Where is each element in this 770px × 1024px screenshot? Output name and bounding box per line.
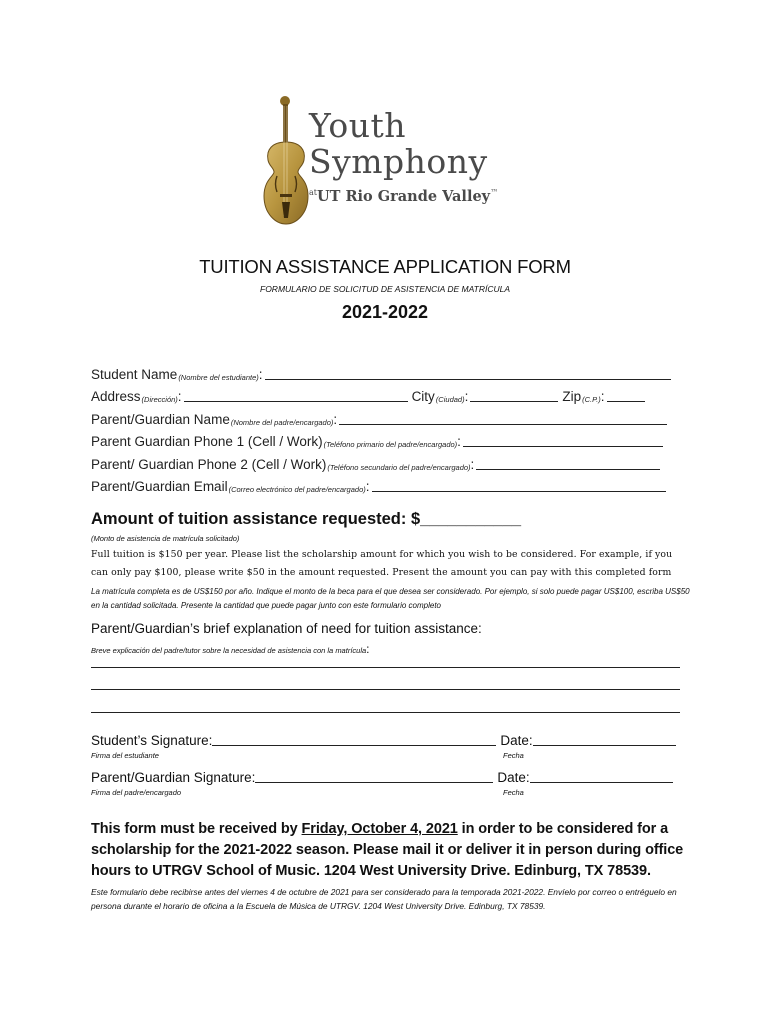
address-sublabel: (Dirección) <box>141 395 178 404</box>
email-field[interactable]: Parent/Guardian Email (Correo electrónico del padre/encargado) : <box>91 476 666 494</box>
youth-symphony-logo <box>256 92 506 228</box>
student-name-line[interactable] <box>265 365 671 380</box>
logo-utrgv-text: $^{at}$UT Rio Grande Valley™ <box>309 188 499 205</box>
phone2-field[interactable]: Parent/ Guardian Phone 2 (Cell / Work) (Teléfono secundario del padre/encargado) : <box>91 454 660 472</box>
student-signature-label: Student’s Signature: <box>91 733 213 748</box>
phone2-label: Parent/ Guardian Phone 2 (Cell / Work) <box>91 457 327 472</box>
student-signature-row <box>91 730 676 748</box>
form-year: 2021-2022 <box>341 302 429 322</box>
student-date-sublabel: Fecha <box>503 751 524 760</box>
phone1-sublabel: (Teléfono primario del padre/encargado) <box>323 440 458 449</box>
guardian-name-label: Parent/Guardian Name <box>91 412 230 427</box>
phone1-line[interactable] <box>463 432 663 447</box>
tuition-note-english: Full tuition is $150 per year. Please list the scholarship amount for which you wish to be considered. For example, if you can only pay $100, please write $50 in the amount requested. Present the amount you can pay with this completed form <box>91 549 673 578</box>
logo-youth-text: Youth <box>309 106 407 145</box>
phone2-sublabel: (Teléfono secundario del padre/encargado) <box>327 463 471 472</box>
deadline-notice-spanish: Este formulario debe recibirse antes del viernes 4 de octubre de 2021 para ser considerado para la temporada 2021-2022. Envíelo por correo o entréguelo en persona durante el horario de oficina a la Escuela de Música de UTRGV. 1204 West University Drive. Edinburg, TX 78539. <box>91 887 677 911</box>
guardian-date-sublabel: Fecha <box>503 788 524 797</box>
guardian-name-field[interactable]: Parent/Guardian Name (Nombre del padre/encargado) : <box>91 409 667 427</box>
amount-requested-label[interactable]: Amount of tuition assistance requested: $___________ <box>91 510 522 528</box>
guardian-date-label: Date: <box>497 770 530 785</box>
deadline-notice: This form must be received by Friday, October 4, 2021 in order to be considered for a scholarship for the 2021-2022 season. Please mail it or deliver it in person during office hours to UTRGV School of Music. 1204 West University Drive. Edinburg, TX 78539. <box>91 821 684 879</box>
guardian-signature-label: Parent/Guardian Signature: <box>91 770 256 785</box>
city-line[interactable] <box>470 387 558 402</box>
phone2-line[interactable] <box>476 455 660 470</box>
explanation-line-1[interactable] <box>91 667 680 668</box>
zip-label: Zip <box>562 389 582 404</box>
email-line[interactable] <box>372 477 666 492</box>
tuition-note-spanish: La matrícula completa es de US$150 por año. Indique el monto de la beca para el que desea ser considerado. Por ejemplo, si solo puede pagar US$100, escriba US$50 en la cantidad solicitada. Presente la cantidad que puede pagar junto con este formulario completo <box>91 587 690 610</box>
email-sublabel: (Correo electrónico del padre/encargado) <box>228 485 366 494</box>
student-signature-line[interactable] <box>212 731 496 746</box>
zip-sublabel: (C.P.) <box>582 395 601 404</box>
guardian-signature-row <box>91 767 673 785</box>
guardian-signature-sublabel: Firma del padre/encargado <box>91 788 182 797</box>
guardian-name-line[interactable] <box>339 410 667 425</box>
student-date-line[interactable] <box>533 731 676 746</box>
guardian-name-sublabel: (Nombre del padre/encargado) <box>230 418 334 427</box>
student-signature-sublabel: Firma del estudiante <box>91 751 159 760</box>
student-name-sublabel: (Nombre del estudiante) <box>178 373 259 382</box>
guardian-signature-line[interactable] <box>255 768 493 783</box>
city-label: City <box>411 389 435 404</box>
address-row: Address (Dirección) : City (Ciudad) : Zip (C.P.) : <box>91 386 645 404</box>
cello-icon <box>256 92 316 228</box>
phone1-field[interactable]: Parent Guardian Phone 1 (Cell / Work) (Teléfono primario del padre/encargado) : <box>91 431 663 449</box>
student-name-field[interactable]: Student Name (Nombre del estudiante) : <box>91 364 671 382</box>
email-label: Parent/Guardian Email <box>91 479 228 494</box>
student-name-label: Student Name <box>91 367 178 382</box>
explanation-label-spanish: Breve explicación del padre/tutor sobre la necesidad de asistencia con la matrícula: <box>91 642 370 656</box>
zip-line[interactable] <box>607 387 645 402</box>
address-label: Address <box>91 389 141 404</box>
guardian-date-line[interactable] <box>530 768 673 783</box>
deadline-date: Friday, October 4, 2021 <box>301 821 458 837</box>
explanation-line-3[interactable] <box>91 712 680 713</box>
logo-symphony-text: Symphony <box>309 142 488 181</box>
amount-requested-spanish: (Monto de asistencia de matrícula solicitado) <box>91 534 240 543</box>
explanation-line-2[interactable] <box>91 689 680 690</box>
form-title-spanish: FORMULARIO DE SOLICITUD DE ASISTENCIA DE MATRÍCULA <box>260 284 510 294</box>
form-title: TUITION ASSISTANCE APPLICATION FORM <box>199 256 571 277</box>
city-sublabel: (Ciudad) <box>435 395 465 404</box>
phone1-label: Parent Guardian Phone 1 (Cell / Work) <box>91 434 323 449</box>
student-date-label: Date: <box>500 733 533 748</box>
explanation-label: Parent/Guardian’s brief explanation of need for tuition assistance: <box>91 621 482 636</box>
address-line[interactable] <box>184 387 408 402</box>
